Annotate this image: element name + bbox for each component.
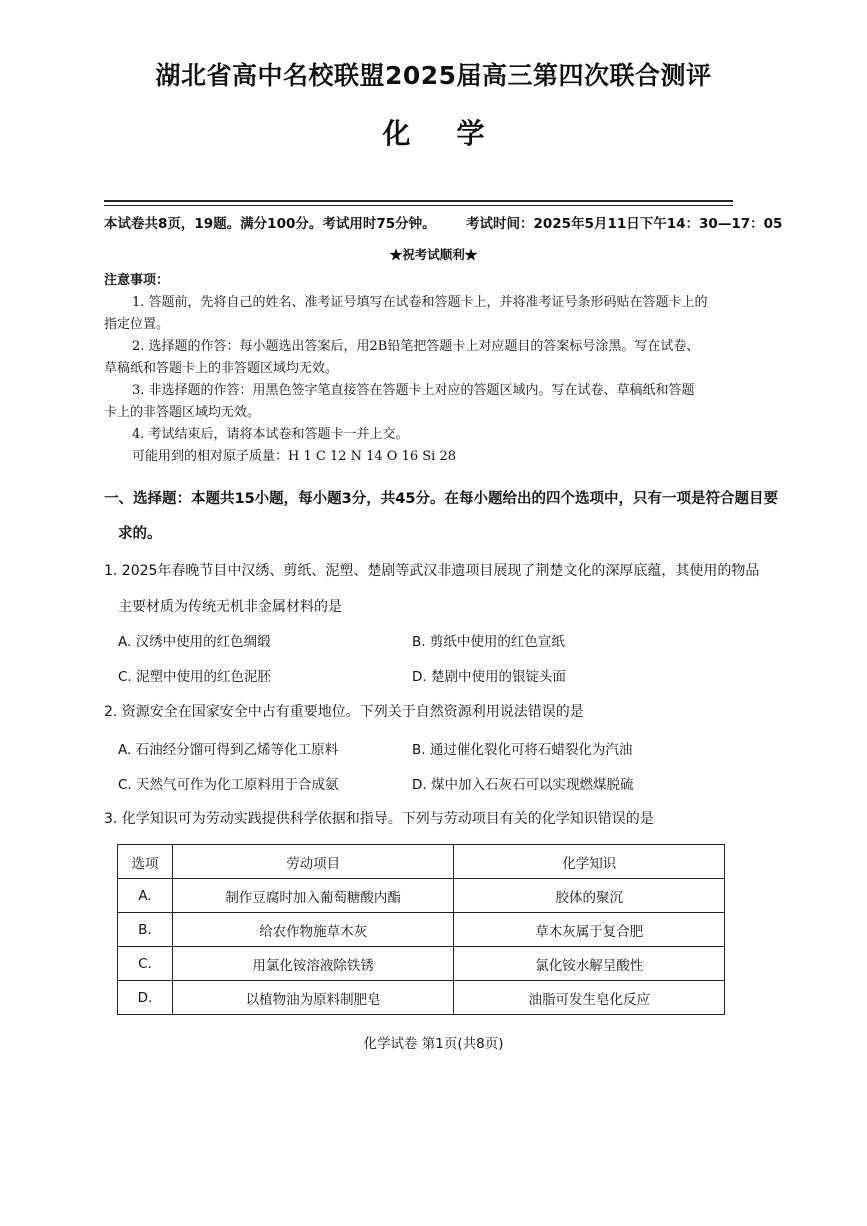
page-footer: 化学试卷 第1页(共8页) [363, 1036, 504, 1052]
q1-option-b: B. 剪纸中使用的红色宣纸 [412, 634, 565, 650]
section-heading-cont: 求的。 [118, 526, 162, 542]
header-rule-thick [104, 200, 733, 202]
table-cell: D. [118, 981, 173, 1015]
question-3-table [117, 844, 725, 1015]
table-cell: 用氯化铵溶液除铁锈 [172, 947, 454, 981]
table-header: 选项 [118, 845, 173, 879]
note-line: 草稿纸和答题卡上的非答题区域均无效。 [104, 361, 339, 376]
q2-option-d: D. 煤中加入石灰石可以实现燃煤脱硫 [412, 777, 634, 793]
table-cell: 胶体的聚沉 [454, 879, 725, 913]
section-heading: 一、选择题：本题共15小题，每小题3分，共45分。在每小题给出的四个选项中，只有一项是符合题目要 [104, 491, 778, 507]
q2-option-a: A. 石油经分馏可得到乙烯等化工原料 [118, 742, 339, 758]
question-2: 2. 资源安全在国家安全中占有重要地位。下列关于自然资源利用说法错误的是 [104, 704, 584, 720]
table-cell: 给农作物施草木灰 [172, 913, 454, 947]
table-row [118, 913, 725, 947]
table-cell: A. [118, 879, 173, 913]
table-cell: 油脂可发生皂化反应 [454, 981, 725, 1015]
note-line: 3. 非选择题的作答：用黑色签字笔直接答在答题卡上对应的答题区域内。写在试卷、草稿纸和答题 [132, 383, 695, 398]
note-line: 卡上的非答题区域均无效。 [104, 405, 261, 420]
notes-title: 注意事项： [104, 273, 170, 288]
q1-option-c: C. 泥塑中使用的红色泥胚 [118, 669, 272, 685]
q2-option-c: C. 天然气可作为化工原料用于合成氨 [118, 777, 339, 793]
question-1: 1. 2025年春晚节目中汉绣、剪纸、泥塑、楚剧等武汉非遗项目展现了荆楚文化的深厚底蕴，其使用的物品 [104, 563, 760, 579]
q1-option-a: A. 汉绣中使用的红色绸缎 [118, 634, 271, 650]
note-line: 2. 选择题的作答：每小题选出答案后，用2B铅笔把答题卡上对应题目的答案标号涂黑。写在试卷、 [132, 339, 700, 354]
note-line: 指定位置。 [104, 317, 170, 332]
q2-option-b: B. 通过催化裂化可将石蜡裂化为汽油 [412, 742, 633, 758]
table-cell: C. [118, 947, 173, 981]
header-rule-thin [104, 205, 733, 206]
table-header: 劳动项目 [172, 845, 454, 879]
subject-title: 化学 [382, 117, 531, 150]
table-row [118, 879, 725, 913]
table-cell: B. [118, 913, 173, 947]
q1-option-d: D. 楚剧中使用的银锭头面 [412, 669, 566, 685]
table-cell: 制作豆腐时加入葡萄糖酸内酯 [172, 879, 454, 913]
table-row [118, 947, 725, 981]
table-cell: 氯化铵水解呈酸性 [454, 947, 725, 981]
table-cell: 草木灰属于复合肥 [454, 913, 725, 947]
table-cell: 以植物油为原料制肥皂 [172, 981, 454, 1015]
table-header-row [118, 845, 725, 879]
question-1-cont: 主要材质为传统无机非金属材料的是 [118, 599, 342, 615]
atomic-masses: 可能用到的相对原子质量：H 1 C 12 N 14 O 16 Si 28 [132, 449, 457, 464]
question-3: 3. 化学知识可为劳动实践提供科学依据和指导。下列与劳动项目有关的化学知识错误的是 [104, 811, 654, 827]
table-header: 化学知识 [454, 845, 725, 879]
exam-info-left: 本试卷共8页，19题。满分100分。考试用时75分钟。 [104, 216, 436, 232]
page-title: 湖北省高中名校联盟2025届高三第四次联合测评 [155, 61, 712, 90]
good-luck-banner: ★祝考试顺利★ [389, 247, 478, 262]
table-row [118, 981, 725, 1015]
exam-time: 考试时间：2025年5月11日下午14：30—17：05 [466, 216, 783, 232]
note-line: 1. 答题前，先将自己的姓名、准考证号填写在试卷和答题卡上，并将准考证号条形码贴在答题卡上的 [132, 295, 708, 310]
note-line: 4. 考试结束后，请将本试卷和答题卡一并上交。 [132, 427, 409, 442]
